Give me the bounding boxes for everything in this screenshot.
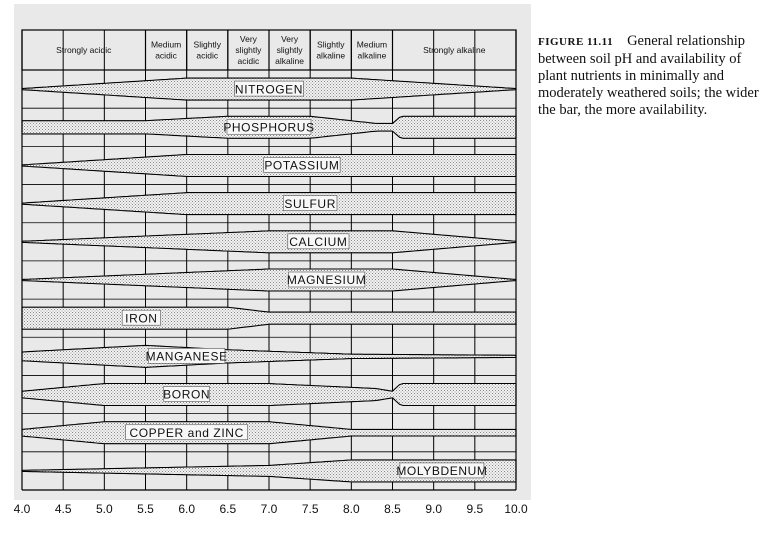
nutrient-label: SULFUR	[284, 196, 336, 211]
x-tick-label: 8.0	[342, 502, 360, 516]
x-tick-label: 5.5	[137, 502, 154, 516]
nutrient-label: CALCIUM	[289, 235, 348, 250]
nutrient-label: BORON	[163, 387, 211, 402]
x-tick-label: 7.5	[301, 502, 319, 516]
nutrient-label: COPPER and ZINC	[129, 425, 244, 440]
nutrient-band	[22, 269, 516, 291]
figure-number: FIGURE 11.11	[538, 36, 614, 48]
header-category-label: Strongly acidic	[56, 45, 112, 55]
nutrient-label: MOLYBDENUM	[396, 464, 488, 479]
nutrient-band	[22, 384, 516, 406]
x-tick-label: 7.0	[260, 502, 278, 516]
x-tick-label: 9.0	[425, 502, 443, 516]
nutrient-label: POTASSIUM	[264, 158, 340, 173]
header-category-label: Slightly	[317, 39, 345, 50]
header-category-label: Very	[281, 34, 299, 44]
nutrient-label: MAGNESIUM	[286, 273, 367, 288]
caption-text: General relationship between soil pH and availability of plant nutrients in minimally and moderately weathered soils; the wider the bar, the more availability.	[538, 33, 759, 118]
header-category-label: Medium	[150, 39, 182, 50]
x-tick-label: 10.0	[504, 502, 528, 516]
header-category-label: alkaline	[316, 50, 346, 61]
x-tick-label: 8.5	[384, 502, 401, 516]
nutrient-label: IRON	[125, 311, 158, 326]
x-tick-label: 6.5	[219, 502, 237, 516]
header-category-label: acidic	[237, 56, 260, 66]
x-tick-label: 4.0	[13, 502, 31, 516]
header-category-label: slightly	[235, 45, 262, 55]
header-category-label: Slightly	[193, 39, 221, 50]
figure-caption	[538, 33, 773, 119]
x-tick-label: 9.5	[466, 502, 484, 516]
header-category-label: Strongly alkaline	[423, 45, 486, 55]
header-category-label: acidic	[196, 50, 219, 61]
nutrient-band	[22, 231, 516, 253]
nutrient-label: NITROGEN	[234, 82, 304, 97]
x-tick-label: 4.5	[54, 502, 72, 516]
header-category-label: alkaline	[275, 56, 304, 66]
header-category-label: Very	[239, 34, 257, 44]
nutrient-band	[22, 193, 516, 215]
nutrient-label: MANGANESE	[145, 349, 228, 364]
header-category-label: acidic	[155, 50, 177, 61]
header-category-label: alkaline	[357, 50, 387, 61]
nutrient-label: PHOSPHORUS	[223, 120, 315, 135]
x-tick-label: 5.0	[95, 502, 113, 516]
nutrient-band	[22, 422, 516, 444]
x-tick-label: 6.0	[178, 502, 196, 516]
header-category-label: Medium	[356, 39, 388, 50]
header-category-label: slightly	[276, 45, 303, 55]
